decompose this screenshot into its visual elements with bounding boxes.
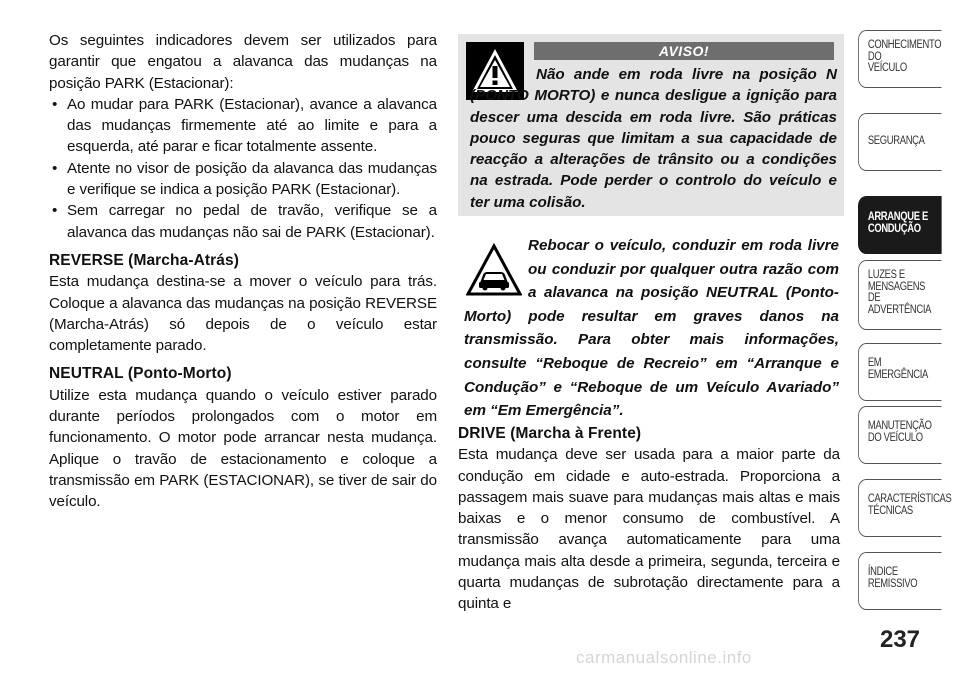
tab-indice-remissivo[interactable]: ÍNDICE REMISSIVO — [858, 552, 942, 610]
tab-caracteristicas-tecnicas[interactable]: CARACTERÍSTICAS TÉCNICAS — [858, 479, 942, 537]
tab-arranque-e-conducao[interactable]: ARRANQUE E CONDUÇÃO — [858, 196, 942, 254]
intro-paragraph: Os seguintes indicadores devem ser utilizados para garantir que engatou a alavanca das mudanças na posição PARK (Estacionar): — [49, 32, 437, 92]
watermark: carmanualsonline.info — [576, 648, 752, 667]
page-number: 237 — [879, 626, 921, 653]
reverse-paragraph: Esta mudança destina-se a mover o veículo para trás. Coloque a alavanca das mudanças na posição REVERSE (Marcha-Atrás) só depois de o veículo estar completamente parado. — [49, 273, 437, 355]
drive-paragraph: Esta mudança deve ser usada para a maior parte da condução em cidade e auto-estrada. Proporciona a passagem mais suave para mudanças mais altas e mais baixas e o menor consumo de combustível. A transmissão avança automaticamente para uma mudança mais alta desde a primeira, segunda, terceira e quarta mudanças de subrotação directamente para a quinta e — [458, 446, 840, 613]
right-column — [458, 423, 840, 615]
left-column — [49, 30, 437, 513]
warning-text: Não ande em roda livre na posição N (PONTO MORTO) e nunca desligue a ignição para descer uma descida em roda livre. São práticas pouco seguras que limitam a sua capacidade de reacção a alterações de trânsito ou a condições na estrada. Pode perder o controlo do veículo e ter uma colisão. — [470, 66, 837, 211]
neutral-paragraph: Utilize esta mudança quando o veículo estiver parado durante períodos prolongados com o motor em funcionamento. O motor pode arrancar nesta mudança. Aplique o travão de estacionamento e coloque a transmissão em PARK (ESTACIONAR), se tiver de sair do veículo. — [49, 386, 437, 511]
caution-text-block — [464, 234, 839, 423]
tab-conhecimento-do-veiculo[interactable]: CONHECIMENTO DO VEÍCULO — [858, 30, 942, 88]
neutral-heading: NEUTRAL (Ponto-Morto) — [49, 365, 232, 383]
tab-luzes-e-mensagens[interactable]: LUZES E MENSAGENS DE ADVERTÊNCIA — [858, 260, 942, 330]
warning-box — [458, 34, 844, 216]
reverse-heading: REVERSE (Marcha-Atrás) — [49, 251, 239, 269]
bullet-item: • Atente no visor de posição da alavanca das mudanças e verifique se indica a posição PARK (Estacionar). — [49, 158, 437, 201]
warning-title: AVISO! — [534, 42, 834, 60]
bullet-item: • Ao mudar para PARK (Estacionar), avance a alavanca das mudanças firmemente até ao limite e para a esquerda, até parar e ficar totalmente assente. — [49, 94, 437, 158]
caution-text: Rebocar o veículo, conduzir em roda livre ou conduzir por qualquer outra razão com a alavanca na posição NEUTRAL (Ponto-Morto) pode resultar em graves danos na transmissão. Para obter mais informações, consulte “Reboque de Recreio” em “Arranque e Condução” e “Reboque de um Veículo Avariado” em “Em Emergência”. — [464, 237, 839, 420]
bullet-item: • Sem carregar no pedal de travão, verifique se a alavanca das mudanças não sai de PARK (Estacionar). — [49, 200, 437, 243]
tab-seguranca[interactable]: SEGURANÇA — [858, 113, 942, 171]
tab-em-emergencia[interactable]: EM EMERGÊNCIA — [858, 343, 942, 401]
tab-manutencao-do-veiculo[interactable]: MANUTENÇÃO DO VEÍCULO — [858, 406, 942, 464]
drive-heading: DRIVE (Marcha à Frente) — [458, 425, 642, 442]
